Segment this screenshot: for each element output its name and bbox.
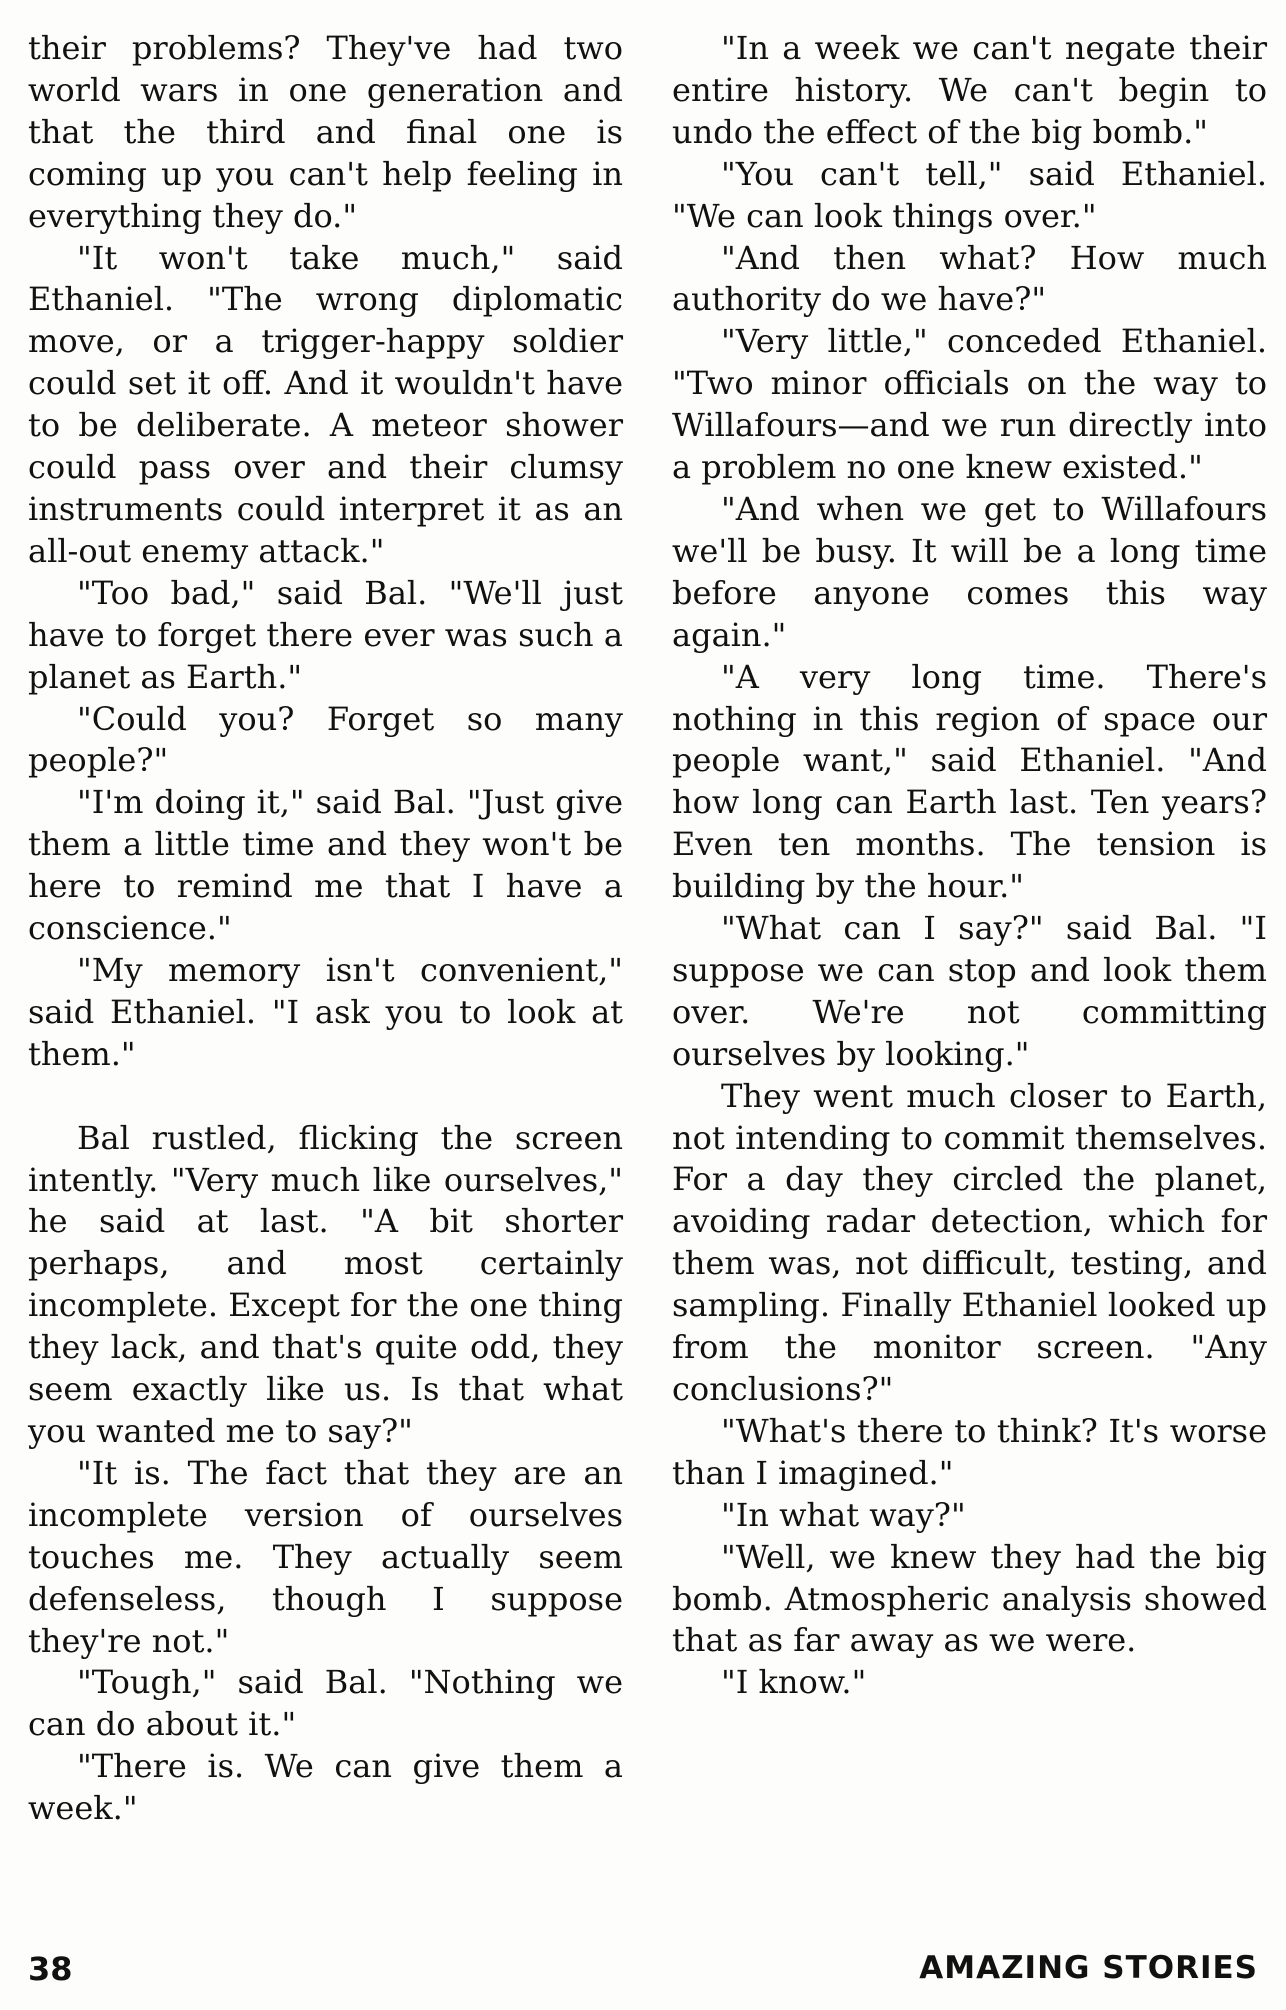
page-footer (28, 1950, 1258, 1994)
paragraph: "In a week we can't negate their entire history. We can't begin to undo the effect of the big bomb." (672, 29, 1267, 151)
paragraph: "I'm doing it," said Bal. "Just give them a little time and they won't be here to remind me that I have a conscience." (28, 783, 623, 948)
paragraph: "It won't take much," said Ethaniel. "The wrong diplomatic move, or a trigger-happy soldier could set it off. And it wouldn't have to be deliberate. A meteor shower could pass over and their clumsy instruments could interpret it as an all-out enemy attack." (28, 238, 623, 570)
paragraph: "Very little," conceded Ethaniel. "Two minor officials on the way to Willafours—and we run directly into a problem no one knew existed." (672, 322, 1267, 487)
paragraph: "Tough," said Bal. "Nothing we can do about it." (28, 1663, 623, 1744)
left-text-column (28, 28, 623, 1830)
paragraph: "My memory isn't convenient," said Ethaniel. "I ask you to look at them." (28, 950, 623, 1073)
paragraph: "What can I say?" said Bal. "I suppose we can stop and look them over. We're not committing ourselves by looking." (672, 909, 1267, 1073)
paragraph: "Well, we knew they had the big bomb. Atmospheric analysis showed that as far away as we were. (672, 1537, 1267, 1660)
paragraph: "I know." (721, 1663, 867, 1702)
paragraph: "And when we get to Willafours we'll be busy. It will be a long time before anyone comes this way again." (672, 489, 1267, 654)
paragraph: "Could you? Forget so many people?" (28, 699, 623, 780)
page-number: 38 (28, 1950, 73, 1988)
paragraph: "And then what? How much authority do we have?" (672, 238, 1267, 319)
paragraph: Bal rustled, flicking the screen intently. "Very much like ourselves," he said at last. "A bit shorter perhaps, and most certainly incomplete. Except for the one thing they lack, and that's quite odd, they seem exactly like us. Is that what you wanted me to say?" (28, 1118, 623, 1450)
paragraph: "A very long time. There's nothing in this region of space our people want," said Ethaniel. "And how long can Earth last. Ten years? Even ten months. The tension is building by the hour." (672, 657, 1267, 906)
paragraph: "In what way?" (721, 1495, 966, 1534)
paragraph: They went much closer to Earth, not intending to commit themselves. For a day they circled the planet, avoiding radar detection, which for them was, not difficult, testing, and sampling. Finally Ethaniel looked up from the monitor screen. "Any conclusions?" (672, 1076, 1267, 1408)
paragraph: "You can't tell," said Ethaniel. "We can look things over." (672, 154, 1267, 235)
paragraph: "What's there to think? It's worse than I imagined." (672, 1411, 1267, 1492)
running-title: AMAZING STORIES (919, 1950, 1258, 1986)
right-text-column (672, 28, 1267, 1704)
paragraph: "It is. The fact that they are an incomplete version of ourselves touches me. They actually seem defenseless, though I suppose they're not." (28, 1453, 623, 1660)
paragraph: their problems? They've had two world wars in one generation and that the third and final one is coming up you can't help feeling in everything they do." (28, 29, 623, 235)
paragraph: "There is. We can give them a week." (28, 1747, 623, 1828)
paragraph: "Too bad," said Bal. "We'll just have to forget there ever was such a planet as Earth." (28, 573, 623, 696)
